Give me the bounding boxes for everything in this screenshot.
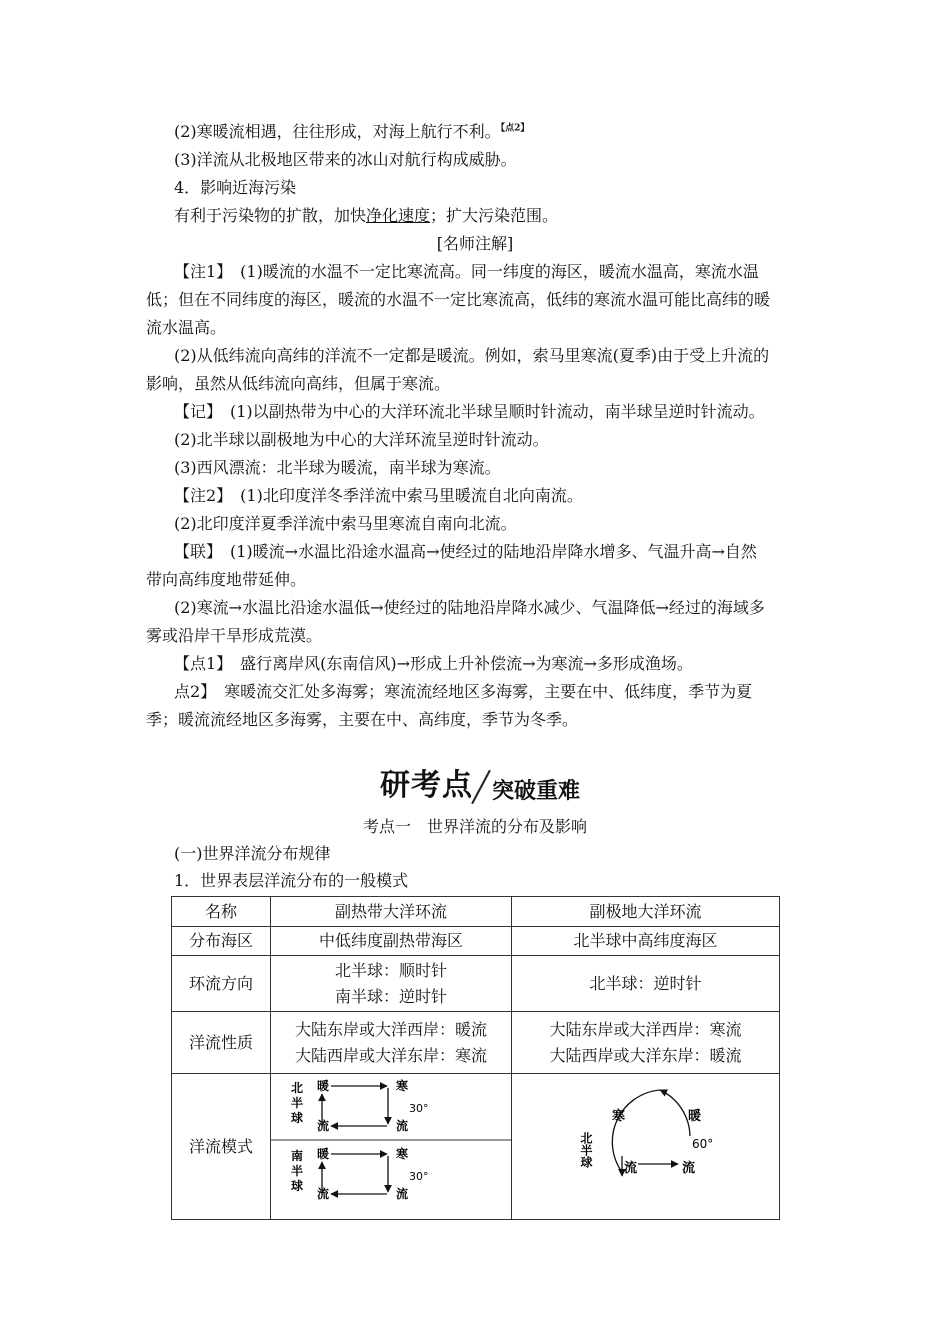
- cell-line: 大陆东岸或大洋西岸：暖流: [294, 1019, 487, 1039]
- table-cell: [271, 1012, 512, 1074]
- subpolar-gyre-diagram: [512, 1074, 779, 1211]
- latitude-30-label: 30°: [409, 1102, 429, 1115]
- cell-line: 北半球：顺时针: [334, 960, 447, 980]
- cold-label: 寒: [396, 1079, 409, 1093]
- paragraph-iceberg: (3)洋流从北极地区带来的冰山对航行构成威胁。: [174, 150, 517, 169]
- table-row-label: 环流方向: [172, 956, 271, 1012]
- notes-heading: [名师注解]: [436, 234, 514, 253]
- table-row: [172, 956, 780, 1012]
- table-cell: 中低纬度副热带海区: [271, 927, 512, 956]
- cell-line: 南半球：逆时针: [334, 986, 447, 1006]
- table-header-row: [172, 897, 780, 927]
- point-2-line-1: 点2】 寒暖流交汇处多海雾；寒流流经地区多海雾，主要在中、低纬度，季节为夏: [174, 682, 753, 701]
- gyre-arc-right: [660, 1090, 690, 1136]
- subpolar-pattern-cell: [512, 1074, 780, 1220]
- latitude-30-label: 30°: [409, 1170, 429, 1183]
- heading-pollution: 4．影响近海污染: [174, 178, 297, 197]
- link-1-line-2: 带向高纬度地带延伸。: [146, 570, 307, 589]
- section-title: 考点一 世界洋流的分布及影响: [362, 817, 587, 836]
- flow-label: 流: [682, 1161, 696, 1176]
- table-row: [172, 927, 780, 956]
- note-1b-line-2: 影响，虽然从低纬流向高纬，但属于寒流。: [146, 374, 451, 393]
- table-cell: [271, 956, 512, 1012]
- flow-label: 流: [317, 1187, 330, 1201]
- sh-label-char: 球: [291, 1179, 304, 1193]
- table-row-label: 分布海区: [172, 927, 271, 956]
- nh-label-1: 北半球: [579, 1132, 593, 1168]
- table-row: [172, 1012, 780, 1074]
- memo-line-1: 【记】 (1)以副热带为中心的大洋环流北半球呈顺时针流动，南半球呈逆时针流动。: [174, 402, 765, 421]
- link-1-line-1: 【联】 (1)暖流→水温比沿途水温高→使经过的陆地沿岸降水增多、气温升高→自然: [174, 542, 757, 561]
- note-1-line-2: 低；但在不同纬度的海区，暖流的水温不一定比寒流高，低纬的寒流水温可能比高纬的暖: [146, 290, 771, 309]
- subtropical-gyre-diagram: [271, 1074, 511, 1211]
- banner-title: 研考点: [380, 768, 473, 803]
- nh-label-char: 北: [291, 1081, 304, 1095]
- nh-label-char: 球: [291, 1111, 304, 1125]
- link-2-line-1: (2)寒流→水温比沿途水温低→使经过的陆地沿岸降水减少、气温降低→经过的海域多: [174, 598, 765, 617]
- note-1-line-3: 流水温高。: [146, 318, 227, 337]
- note-marker: 【点2】: [500, 123, 530, 134]
- cold-label: 寒: [612, 1109, 626, 1124]
- banner-slash: [471, 770, 491, 804]
- ocean-circulation-table: [171, 896, 780, 1220]
- flow-label: 流: [396, 1119, 409, 1133]
- note-2-line-1: 【注2】 (1)北印度洋冬季洋流中索马里暖流自北向南流。: [174, 486, 583, 505]
- cold-label: 寒: [396, 1147, 409, 1161]
- cell-line: 大陆西岸或大洋东岸：暖流: [549, 1045, 742, 1065]
- note-2-line-2: (2)北印度洋夏季洋流中索马里寒流自南向北流。: [174, 514, 517, 533]
- memo-line-2: (2)北半球以副极地为中心的大洋环流呈逆时针流动。: [174, 430, 549, 449]
- table-row-label: 洋流模式: [172, 1074, 271, 1220]
- gyre-arc-left: [612, 1090, 660, 1172]
- table-header-cell: 副热带大洋环流: [271, 897, 512, 927]
- subsection-title: (一)世界洋流分布规律: [174, 844, 331, 863]
- sh-label-char: 南: [291, 1149, 304, 1163]
- link-2-line-2: 雾或沿岸干旱形成荒漠。: [146, 626, 323, 645]
- warm-label: 暖: [317, 1079, 330, 1093]
- point-1: 【点1】 盛行离岸风(东南信风)→形成上升补偿流→为寒流→多形成渔场。: [174, 654, 693, 673]
- note-1b-line-1: (2)从低纬流向高纬的洋流不一定都是暖流。例如，索马里寒流(夏季)由于受上升流的: [174, 346, 770, 365]
- warm-label: 暖: [317, 1147, 330, 1161]
- table-header-cell: 副极地大洋环流: [512, 897, 780, 927]
- underlined-term: 净化速度: [366, 206, 431, 225]
- section-banner: [380, 758, 610, 804]
- flow-label: 流: [396, 1187, 409, 1201]
- cell-line: 大陆西岸或大洋东岸：寒流: [294, 1045, 487, 1065]
- table-row-label: 洋流性质: [172, 1012, 271, 1074]
- flow-label: 流: [624, 1161, 638, 1176]
- flow-label: 流: [317, 1119, 330, 1133]
- paragraph-pollution: 有利于污染物的扩散，加快净化速度；扩大污染范围。: [174, 206, 559, 225]
- latitude-60-label: 60°: [692, 1137, 714, 1151]
- banner-subtitle: 突破重难: [492, 779, 581, 804]
- table-header-cell: 名称: [172, 897, 271, 927]
- cell-line: 大陆东岸或大洋西岸：寒流: [549, 1019, 742, 1039]
- table-row: [172, 1074, 780, 1220]
- point-2-line-2: 季；暖流流经地区多海雾，主要在中、高纬度，季节为冬季。: [146, 710, 579, 729]
- table-cell: 北半球：逆时针: [512, 956, 780, 1012]
- note-1-line-1: 【注1】 (1)暖流的水温不一定比寒流高。同一纬度的海区，暖流水温高，寒流水温: [174, 262, 759, 281]
- nh-label-char: 半: [291, 1096, 304, 1110]
- subsection-item: 1．世界表层洋流分布的一般模式: [174, 871, 409, 890]
- memo-line-3: (3)西风漂流：北半球为暖流，南半球为寒流。: [174, 458, 501, 477]
- sh-label-char: 半: [291, 1164, 304, 1178]
- warm-label: 暖: [688, 1109, 702, 1124]
- subtropical-pattern-cell: [271, 1074, 512, 1220]
- table-cell: 北半球中高纬度海区: [512, 927, 780, 956]
- paragraph-fog: (2)寒暖流相遇，往往形成，对海上航行不利。$^{【点2】}$: [174, 122, 530, 141]
- table-cell: [512, 1012, 780, 1074]
